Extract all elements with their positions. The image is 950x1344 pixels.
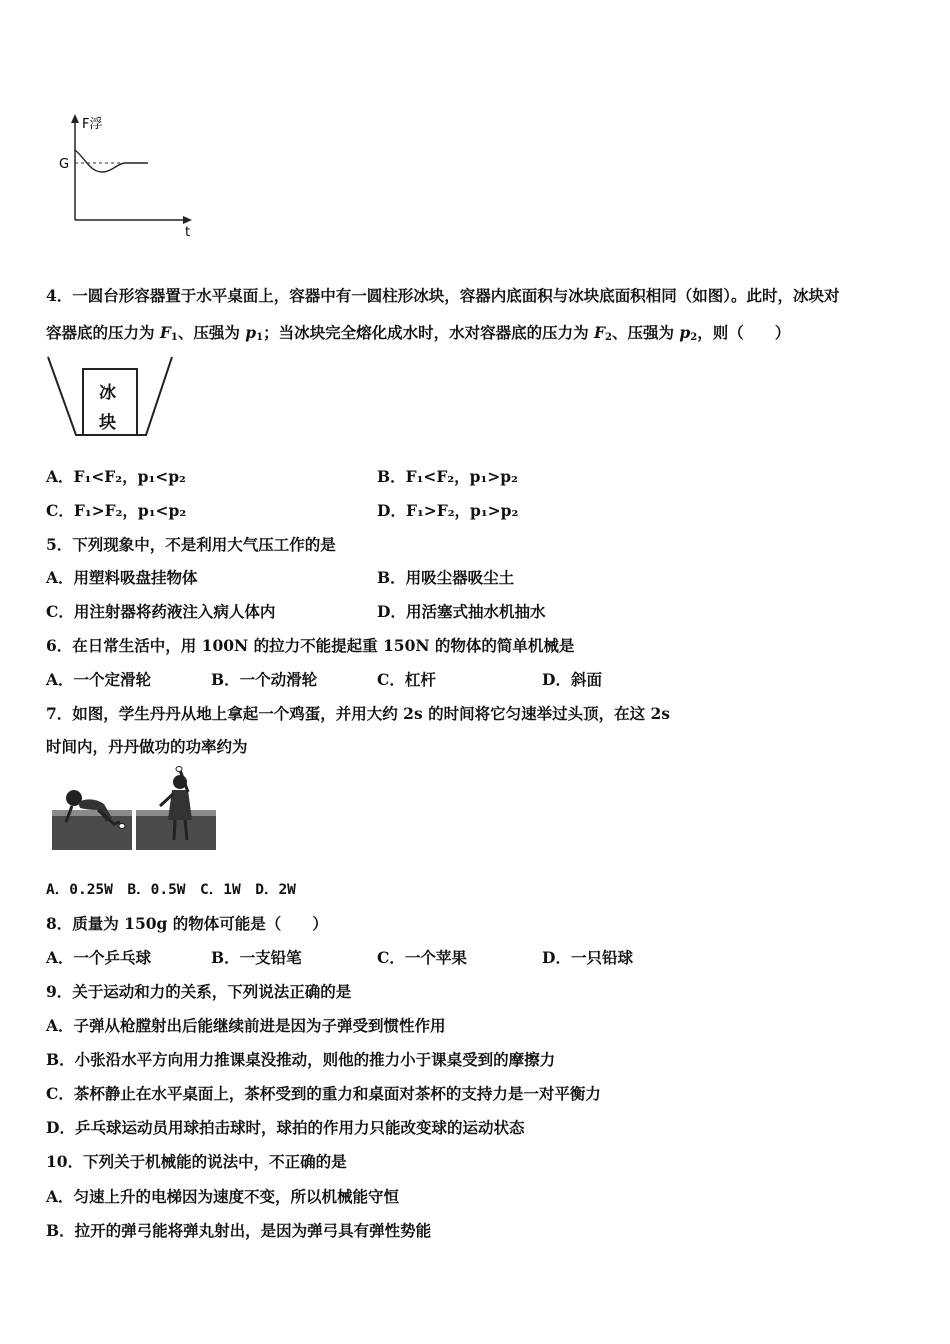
q4-option-d[interactable]: D．F₁>F₂，p₁>p₂ <box>377 501 519 520</box>
graph-x-label: t <box>185 225 191 240</box>
q9-option-b[interactable]: B．小张沿水平方向用力推课桌没推动，则他的推力小于课桌受到的摩擦力 <box>46 1050 556 1069</box>
q6-stem: 6．在日常生活中，用 100N 的拉力不能提起重 150N 的物体的简单机械是 <box>46 636 575 655</box>
q8-stem: 8．质量为 150g 的物体可能是（ ） <box>46 914 328 933</box>
q10-option-a[interactable]: A．匀速上升的电梯因为速度不变，所以机械能守恒 <box>46 1187 400 1206</box>
ice-label-1: 冰 <box>99 383 116 403</box>
q4-option-b[interactable]: B．F₁<F₂，p₁>p₂ <box>377 467 518 486</box>
q5-option-d[interactable]: D．用活塞式抽水机抽水 <box>377 602 546 621</box>
q5-option-c[interactable]: C．用注射器将药液注入病人体内 <box>46 602 276 621</box>
q9-option-a[interactable]: A．子弹从枪膛射出后能继续前进是因为子弹受到惯性作用 <box>46 1016 446 1035</box>
q7-stem-line2: 时间内，丹丹做功的功率约为 <box>46 737 248 756</box>
q8-option-c[interactable]: C．一个苹果 <box>377 948 467 967</box>
q5-stem: 5．下列现象中，不是利用大气压工作的是 <box>46 535 336 554</box>
q4-stem-line1: 4．一圆台形容器置于水平桌面上，容器中有一圆柱形冰块，容器内底面积与冰块底面积相同（如图）。此时，冰块对 <box>46 286 840 305</box>
q6-option-b[interactable]: B．一个动滑轮 <box>211 670 318 689</box>
q8-option-b[interactable]: B．一支铅笔 <box>211 948 302 967</box>
q10-stem: 10．下列关于机械能的说法中，不正确的是 <box>46 1152 347 1171</box>
ice-label-2: 块 <box>99 413 116 433</box>
q4-option-c[interactable]: C．F₁>F₂，p₁<p₂ <box>46 501 187 520</box>
q9-stem: 9．关于运动和力的关系，下列说法正确的是 <box>46 982 352 1001</box>
graph-y-label: F浮 <box>82 117 103 132</box>
q7-options[interactable]: A．0.25W B．0.5W C．1W D．2W <box>46 882 296 898</box>
q9-option-c[interactable]: C．茶杯静止在水平桌面上，茶杯受到的重力和桌面对茶杯的支持力是一对平衡力 <box>46 1084 601 1103</box>
q5-option-a[interactable]: A．用塑料吸盘挂物体 <box>46 568 198 587</box>
q4-stem-line2: 容器底的压力为 $F_1$、压强为 $p_1$；当冰块完全熔化成水时，水对容器底的压力为 $F_2$、压强为 $p_2$，则（ ） <box>46 323 791 343</box>
q10-option-b[interactable]: B．拉开的弹弓能将弹丸射出，是因为弹弓具有弹性势能 <box>46 1221 432 1240</box>
q8-option-d[interactable]: D．一只铅球 <box>542 948 633 967</box>
graph-level-label: G <box>59 157 70 172</box>
q7-stem-line1: 7．如图，学生丹丹从地上拿起一个鸡蛋，并用大约 2s 的时间将它匀速举过头顶，在这 2s <box>46 704 670 723</box>
student-egg-figure <box>52 766 216 852</box>
buoyancy-graph <box>50 110 210 245</box>
q4-option-a[interactable]: A．F₁<F₂，p₁<p₂ <box>46 467 186 486</box>
q6-option-a[interactable]: A．一个定滑轮 <box>46 670 152 689</box>
q6-option-c[interactable]: C．杠杆 <box>377 670 436 689</box>
q6-option-d[interactable]: D．斜面 <box>542 670 602 689</box>
q9-option-d[interactable]: D．乒乓球运动员用球拍击球时，球拍的作用力只能改变球的运动状态 <box>46 1118 525 1137</box>
q8-option-a[interactable]: A．一个乒乓球 <box>46 948 152 967</box>
q5-option-b[interactable]: B．用吸尘器吸尘土 <box>377 568 515 587</box>
